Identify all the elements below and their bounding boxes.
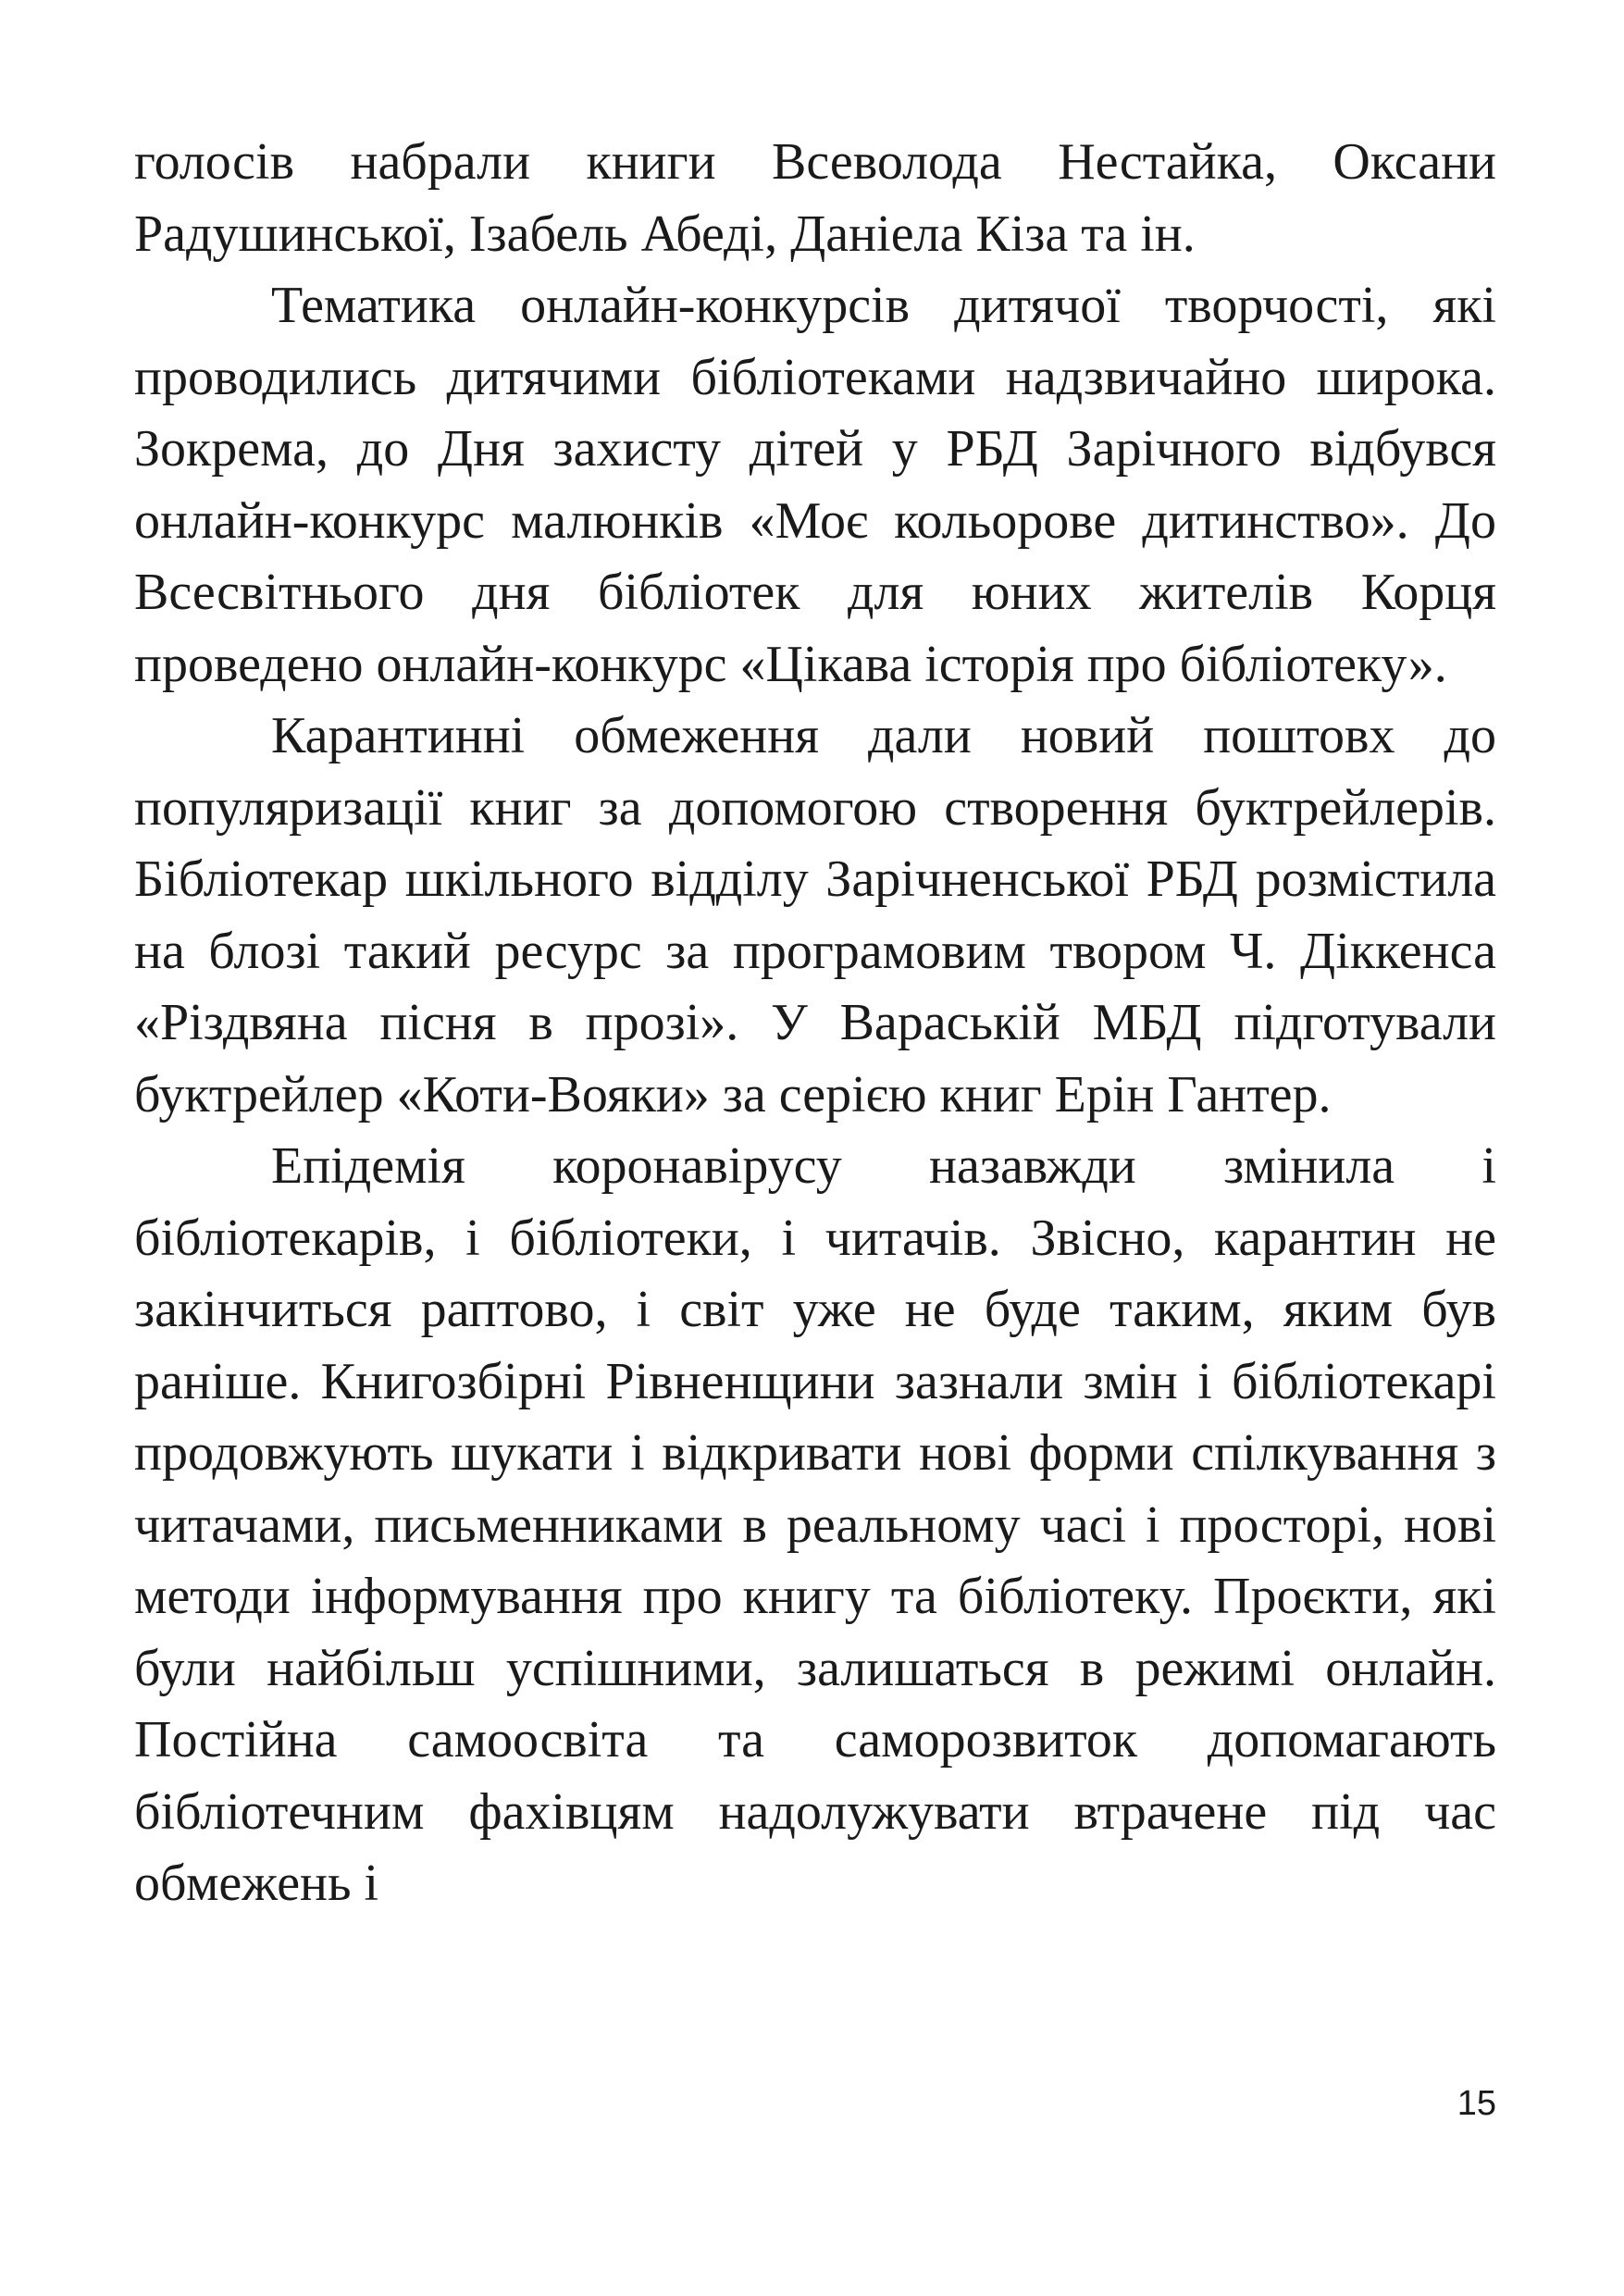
page-number: 15: [1457, 2084, 1496, 2123]
paragraph-booktrailers: Карантинні обмеження дали новий поштовх до популяризації книг за допомогою створення буктрейлерів. Бібліотекар шкільного відділу Зарічненської РБД розмістила на блозі такий ресурс за програмовим твором Ч. Діккенса «Різдвяна пісня в прозі». У Вараській МБД підготували буктрейлер «Коти-Вояки» за серією книг Ерін Гантер.: [134, 707, 1496, 1123]
paragraph-continuation: голосів набрали книги Всеволода Нестайка, Оксани Радушинської, Ізабель Абеді, Даніела Кіза та ін.: [134, 133, 1496, 263]
paragraph-epidemic: Епідемія коронавірусу назавжди змінила і бібліотекарів, і бібліотеки, і читачів. Звісно, карантин не закінчиться раптово, і світ уже не буде таким, яким був раніше. Книгозбірні Рівненщини зазнали змін і бібліотекарі продовжують шукати і відкривати нові форми спілкування з читачами, письменниками в реальному часі і просторі, нові методи інформування про книгу та бібліотеку. Проєкти, які були найбільш успішними, залишаться в режимі онлайн. Постійна самоосвіта та саморозвиток допомагають бібліотечним фахівцям надолужувати втрачене під час обмежень і: [134, 1137, 1496, 1912]
body-text: [134, 127, 1496, 1920]
paragraph-contests: Тематика онлайн-конкурсів дитячої творчості, які проводились дитячими бібліотеками надзвичайно широка. Зокрема, до Дня захисту дітей у РБД Зарічного відбувся онлайн-конкурс малюнків «Моє кольорове дитинство». До Всесвітнього дня бібліотек для юних жителів Корця проведено онлайн-конкурс «Цікава історія про бібліотеку».: [134, 277, 1496, 693]
